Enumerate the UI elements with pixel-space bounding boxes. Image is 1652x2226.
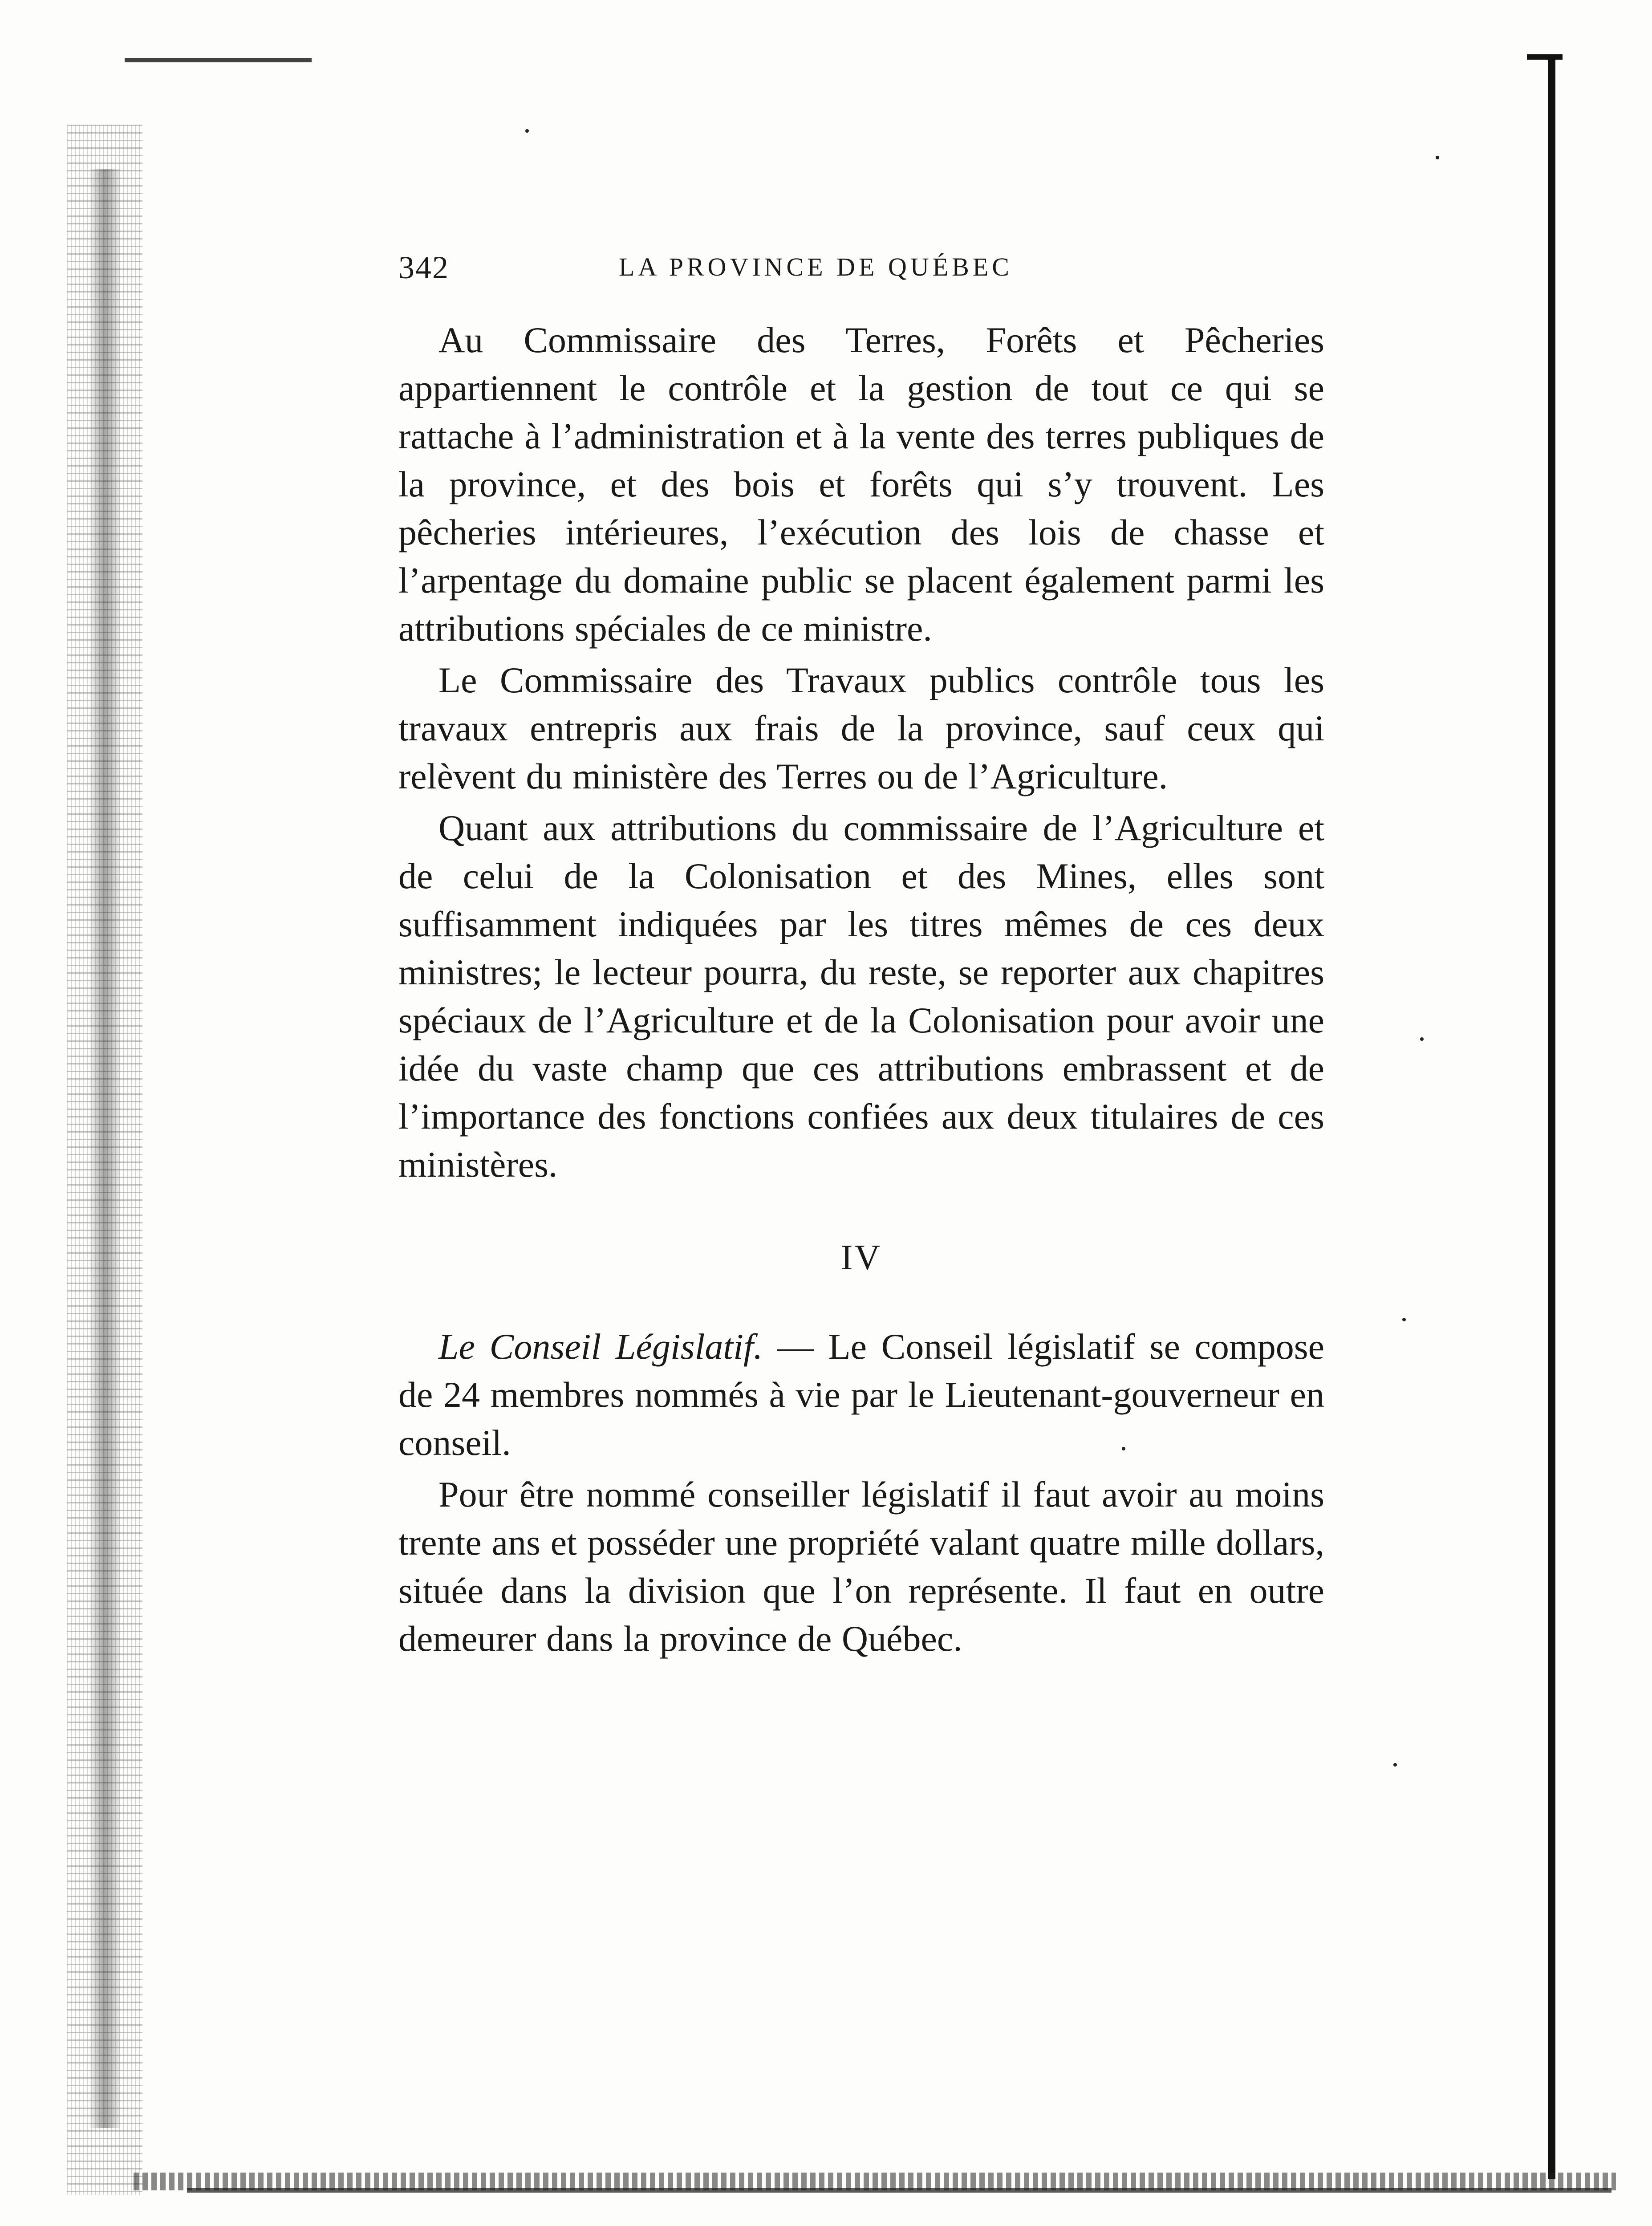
ink-speck — [1393, 1763, 1397, 1767]
paragraph-agriculture-colonisation: Quant aux attributions du commissaire de l’Agriculture et de celui de la Colonisation et des Mines, elles sont suffisamment indiquées par les titres mêmes de ces deux ministres; le lecteur pourra, du reste, se reporter aux chapitres spéciaux de l’Agriculture et de la Colonisation pour avoir une idée du vaste champ que ces attributions embrassent et de l’importance des fonctions confiées aux deux titulaires de ces ministères. — [398, 808, 1324, 1185]
bottom-page-edge-artifact — [134, 2173, 1616, 2190]
paragraph-conseil-legislatif — [398, 1323, 1324, 1467]
page-number: 342 — [398, 250, 449, 285]
paragraph-travaux-publics: Le Commissaire des Travaux publics contrôle tous les travaux entrepris aux frais de la province, sauf ceux qui relèvent du ministère des Terres ou de l’Agriculture. — [398, 660, 1324, 796]
ink-speck — [525, 129, 529, 133]
running-title: LA PROVINCE DE QUÉBEC — [619, 252, 1013, 281]
page-content — [398, 249, 1324, 1666]
bottom-page-edge-line — [187, 2188, 1611, 2193]
paragraph-commissaire-terres: Au Commissaire des Terres, Forêts et Pêcheries appartiennent le contrôle et la gestion de tout ce qui se rattache à l’administration et à la vente des terres publiques de la province, et des bois et forêts qui s’y trouvent. Les pêcheries intérieures, l’exécution des lois de chasse et l’arpentage du domaine public se placent également parmi les attributions spéciales de ce ministre. — [398, 320, 1324, 649]
top-page-edge — [125, 58, 312, 62]
binding-shadow-artifact — [89, 169, 120, 2128]
section-numeral: IV — [840, 1238, 882, 1277]
ink-speck — [1420, 1037, 1424, 1041]
section-dash: — — [763, 1326, 828, 1367]
right-page-edge-cap — [1527, 54, 1563, 60]
ink-speck — [1402, 1318, 1406, 1321]
running-head — [398, 249, 1324, 298]
section-heading: Le Conseil Législatif. — [438, 1326, 763, 1367]
section-first-text: Le Conseil législatif se compose de 24 membres nommés à vie par le Lieutenant-gouverneur en conseil. — [398, 1326, 1325, 1463]
ink-speck — [1436, 156, 1439, 159]
right-page-edge — [1548, 56, 1555, 2179]
paragraph-conditions: Pour être nommé conseiller législatif il faut avoir au moins trente ans et posséder une propriété valant quatre mille dollars, située dans la division que l’on représente. Il faut en outre demeurer dans la province de Québec. — [398, 1474, 1324, 1659]
